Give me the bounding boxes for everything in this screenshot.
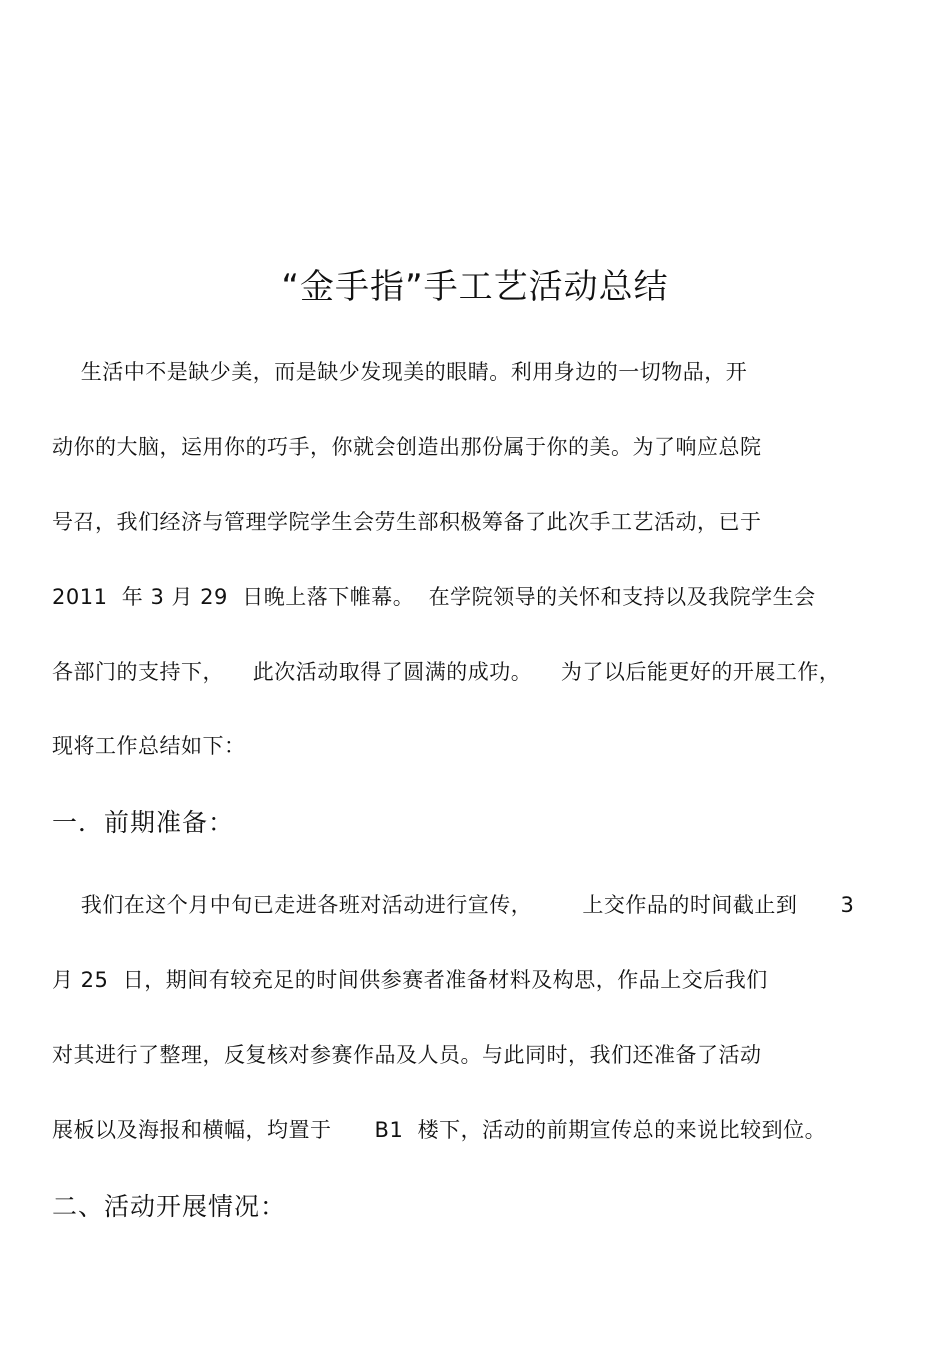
intro-line-5: 各部门的支持下， 此次活动取得了圆满的成功。 为了以后能更好的开展工作， <box>52 660 841 684</box>
intro-line-1: 生活中不是缺少美，而是缺少发现美的眼睛。利用身边的一切物品，开 <box>52 360 748 384</box>
section1-line-3: 对其进行了整理，反复核对参赛作品及人员。与此同时，我们还准备了活动 <box>52 1043 762 1067</box>
document-title: “金手指”手工艺活动总结 <box>281 267 669 307</box>
section1-line-2: 月 25 日，期间有较充足的时间供参赛者准备材料及构思，作品上交后我们 <box>52 968 768 992</box>
section1-line-1: 我们在这个月中旬已走进各班对活动进行宣传， 上交作品的时间截止到 3 <box>52 893 855 917</box>
intro-line-6: 现将工作总结如下： <box>52 734 246 758</box>
intro-line-2: 动你的大脑，运用你的巧手，你就会创造出那份属于你的美。为了响应总院 <box>52 435 762 459</box>
intro-line-3: 号召，我们经济与管理学院学生会劳生部积极筹备了此次手工艺活动，已于 <box>52 510 762 534</box>
section-heading-1: 一．前期准备： <box>52 808 235 837</box>
section1-line-4: 展板以及海报和横幅，均置于 B1 楼下，活动的前期宣传总的来说比较到位。 <box>52 1118 827 1142</box>
intro-line-4: 2011 年 3 月 29 日晚上落下帷幕。 在学院领导的关怀和支持以及我院学生会 <box>52 585 816 609</box>
section-heading-2: 二、活动开展情况： <box>52 1192 287 1221</box>
